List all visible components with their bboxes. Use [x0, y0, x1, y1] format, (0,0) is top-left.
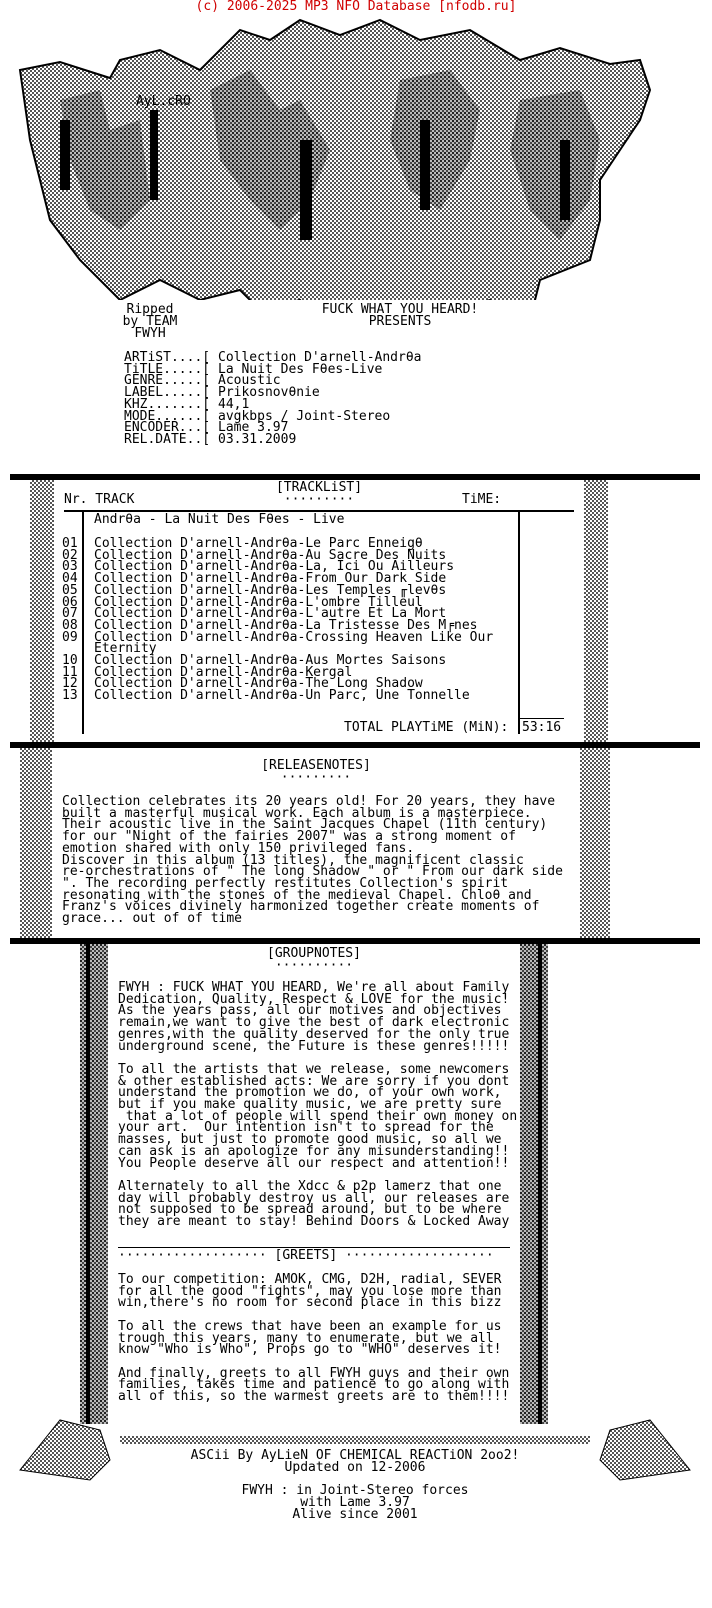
- tracklist-dots: ·········: [283, 492, 355, 507]
- track-number: 05: [62, 582, 78, 598]
- groupnotes-line: can ask is an apologize for any misunderstanding!!: [118, 1143, 510, 1159]
- groupnotes-line: You People deserve all our respect and attention!!: [118, 1155, 510, 1171]
- releasenotes-dots: ·········: [280, 770, 352, 785]
- groupnotes-line: but if you make quality music, we are pretty sure: [118, 1097, 502, 1112]
- footer-line: ASCii By AyLieN OF CHEMICAL REACTiON 2oo2!: [190, 1448, 520, 1463]
- releasenotes-line: Collection celebrates its 20 years old! For 20 years, they have: [62, 794, 556, 809]
- greets-title: ··················· [GREETS] ···················: [118, 1248, 494, 1263]
- greets-line: And finally, greets to all FWYH guys and their own: [118, 1365, 510, 1381]
- track-number: 11: [62, 664, 78, 680]
- track-title: Collection D'arnell-Andrθa-L'ombre Tilleul: [94, 594, 423, 610]
- tracklist-title: [TRACKLiST]: [275, 480, 363, 495]
- track-title: Collection D'arnell-Andrθa-Kergal: [94, 664, 353, 680]
- track-number: 08: [62, 617, 78, 633]
- greets-line: win,there's no room for second place in this bizz: [118, 1295, 502, 1311]
- releasenotes-title: [RELEASENOTES]: [261, 758, 371, 773]
- greets-line: families, takes time and patience to go along with: [118, 1377, 510, 1393]
- info-value: 03.31.2009: [218, 431, 297, 447]
- tracklist-right-rule: [518, 512, 520, 734]
- track-number: 01: [62, 536, 78, 551]
- track-number: 06: [62, 594, 78, 610]
- track-number: 03: [62, 559, 78, 575]
- releasenotes-line: built a masterful musical work. Each album is a masterpiece.: [62, 805, 532, 821]
- track-number: 09: [62, 629, 78, 645]
- groupnotes-line: remain,we want to give the best of dark electronic: [118, 1015, 510, 1031]
- track-title-continued: Eternity: [94, 641, 157, 657]
- track-number: 10: [62, 653, 78, 668]
- groupnotes-line: & other established acts: We are sorry if you dont: [118, 1073, 510, 1089]
- track-title: Collection D'arnell-Andrθa-Aus Mortes Saisons: [94, 653, 447, 668]
- releasenotes-line: for our "Night of the fairies 2007" was a strong moment of: [62, 829, 516, 845]
- greets-line: all of this, so the warmest greets are to them!!!!: [118, 1389, 510, 1404]
- groupnotes-line: FWYH : FUCK WHAT YOU HEARD, We're all about Family: [118, 980, 510, 995]
- groupnotes-line: To all the artists that we release, some newcomers: [118, 1061, 510, 1077]
- track-title: Collection D'arnell-Andrθa-La, Ici Ou Ailleurs: [94, 559, 455, 575]
- greets-line: for all the good "fights", may you lose more than: [118, 1283, 502, 1299]
- track-title: Collection D'arnell-Andrθa-From Our Dark Side: [94, 571, 447, 587]
- groupnotes-line: genres,with the quality deserved for the only true: [118, 1026, 510, 1042]
- ripped-line-1: Ripped: [126, 302, 174, 317]
- track-title: Collection D'arnell-Andrθa-The Long Shadow: [94, 676, 423, 692]
- info-key: TiTLE.....[: [124, 361, 211, 377]
- tracklist-album: Andrθa - La Nuit Des Fθes - Live: [94, 512, 345, 527]
- track-title: Collection D'arnell-Andrθa-Au Sacre Des Nuits: [94, 547, 447, 563]
- info-value: Prikosnovθnie: [218, 385, 320, 401]
- releasenotes-line: ". The recording perfectly restitutes Collection's spirit: [62, 875, 509, 891]
- info-key: REL.DATE..[: [124, 431, 211, 447]
- presents-line-2: PRESENTS: [368, 314, 432, 329]
- groupnotes-line: Dedication, Quality, Respect & LOVE for the music!: [118, 991, 510, 1007]
- greets-line: To all the crews that have been an example for us: [118, 1318, 502, 1334]
- track-title: Collection D'arnell-Andrθa-L'autre Et La Mort: [94, 606, 447, 622]
- track-title: Collection D'arnell-Andrθa-Un Parc, Une Tonnelle: [94, 688, 470, 704]
- total-playtime-label: TOTAL PLAYTiME (MiN):: [344, 720, 509, 735]
- groupnotes-line: Alternately to all the Xdcc & p2p lamerz that one: [118, 1178, 502, 1194]
- track-number: 04: [62, 571, 78, 587]
- total-playtime-value: 53:16: [522, 720, 562, 735]
- track-number: 07: [62, 606, 78, 622]
- site-header: (c) 2006-2025 MP3 NFO Database [nfodb.ru]: [195, 0, 517, 14]
- total-rule: [520, 718, 564, 719]
- groupnotes-line: day will probably destroy us all, our releases are: [118, 1190, 510, 1206]
- releasenotes-line: Franz's voices divinely harmonized together create moments of: [62, 899, 540, 915]
- track-number: 02: [62, 547, 78, 563]
- track-title: Collection D'arnell-Andrθa-La Tristesse Des M╒nes: [94, 617, 478, 633]
- groupnotes-title: [GROUPNOTES]: [267, 946, 361, 961]
- track-number: 13: [62, 688, 78, 704]
- groupnotes-line: As the years pass, all our motives and objectives: [118, 1003, 502, 1019]
- footer-line: Updated on 12-2006: [284, 1459, 426, 1475]
- groupnotes-line: understand the promotion we do, of your own work,: [118, 1085, 502, 1101]
- greets-line: trough this years, many to enumerate, but we all: [118, 1330, 494, 1346]
- logo-shape: [20, 20, 650, 330]
- groupnotes-line: they are meant to stay! Behind Doors & Locked Away: [118, 1214, 510, 1229]
- info-key: MODE......[: [124, 408, 211, 424]
- info-value: 44,1: [218, 396, 250, 412]
- footer-line: FWYH : in Joint-Stereo forces: [241, 1483, 469, 1499]
- releasenotes-line: resonating with the stones of the medieval Chapel. Chloθ and: [62, 887, 532, 903]
- footer-line: Alive since 2001: [292, 1506, 418, 1522]
- groupnotes-line: masses, but just to promote good music, so all we: [118, 1132, 502, 1148]
- ripped-line-2: by TEAM: [122, 314, 178, 329]
- groupnotes-line: underground scene, the Future is these genres!!!!!: [118, 1038, 510, 1054]
- info-key: KHZ.......[: [124, 396, 211, 412]
- ripped-line-3: FWYH: [134, 326, 166, 341]
- releasenotes-line: Discover in this album (13 titles), the magnificent classic: [62, 852, 524, 868]
- groupnotes-dots: ··········: [274, 958, 354, 973]
- footer-line: with Lame 3.97: [300, 1494, 410, 1510]
- presents-line-1: FUCK WHAT YOU HEARD!: [321, 302, 479, 317]
- info-key: LABEL.....[: [124, 385, 211, 401]
- groupnotes-line: not supposed to be spread around, but to be where: [118, 1202, 502, 1218]
- info-key: GENRE.....[: [124, 373, 211, 389]
- track-title: Collection D'arnell-Andrθa-Crossing Heaven Like Our: [94, 629, 494, 645]
- info-value: La Nuit Des Fθes-Live: [218, 361, 383, 377]
- info-value: Acoustic: [218, 373, 281, 389]
- groupnotes-line: that a lot of people will spend their own money on: [118, 1108, 518, 1124]
- releasenotes-line: grace... out of of time: [62, 911, 243, 926]
- greets-line: know "Who is Who", Props go to "WHO" deserves it!: [118, 1342, 502, 1358]
- track-number: 12: [62, 676, 78, 692]
- info-value: Collection D'arnell-Andrθa: [218, 350, 422, 365]
- releasenotes-line: emotion shared with only 150 privileged fans.: [62, 840, 415, 856]
- releasenotes-line: Their acoustic live in the Saint Jacques Chapel (11th century): [62, 817, 548, 833]
- tracklist-col-nr: Nr. TRACK: [64, 492, 135, 507]
- info-key: ARTiST....[: [124, 350, 211, 365]
- tracklist-col-time: TiME:: [462, 492, 502, 507]
- info-value: avgkbps / Joint-Stereo: [218, 408, 391, 424]
- info-key: ENCODER...[: [124, 420, 211, 436]
- track-title: Collection D'arnell-Andrθa-Le Parc Enneigθ: [94, 536, 423, 551]
- tracklist-left-rule: [82, 512, 84, 734]
- releasenotes-line: re-orchestrations of " The long Shadow " or " From our dark side: [62, 864, 563, 880]
- greets-line: To our competition: AMOK, CMG, D2H, radial, SEVER: [118, 1272, 502, 1287]
- info-value: Lame 3.97: [218, 420, 289, 436]
- logo-tag: AyL.cRO: [136, 94, 191, 109]
- track-title: Collection D'arnell-Andrθa-Les Temples ╓levθs: [94, 582, 447, 598]
- groupnotes-line: your art. Our intention isn't to spread for the: [118, 1120, 494, 1136]
